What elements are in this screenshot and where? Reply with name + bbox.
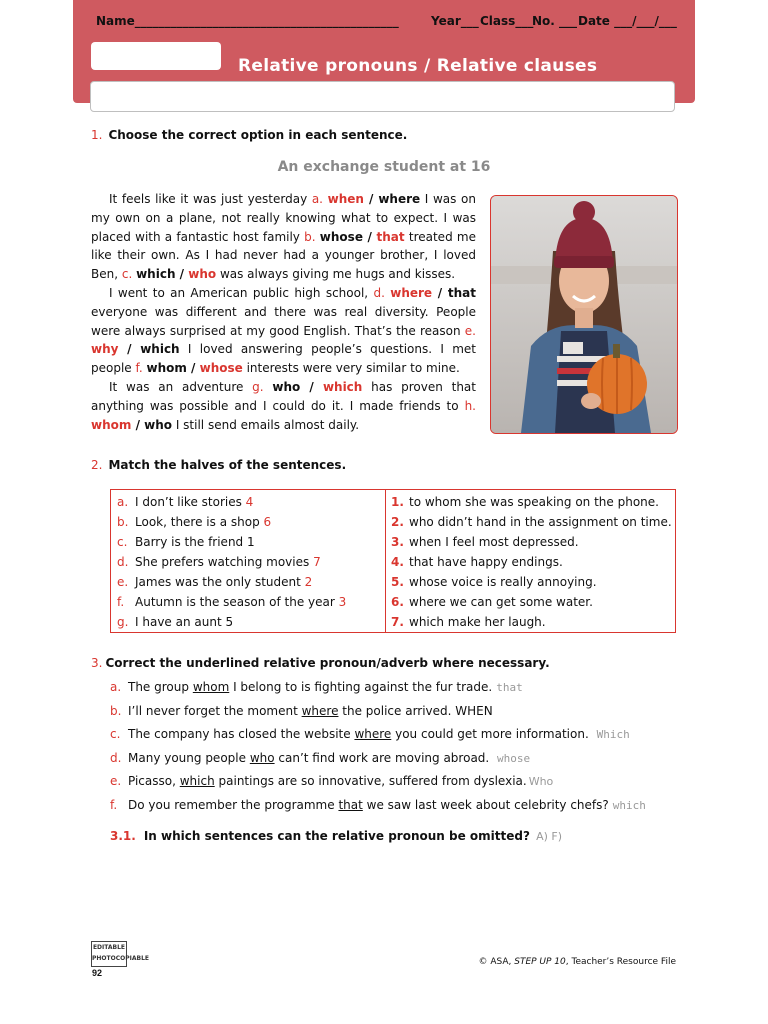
option-text: / [131, 417, 145, 432]
correction-item [110, 727, 630, 741]
answer-option: whom [91, 417, 132, 432]
item-letter: a. [117, 495, 129, 509]
option-text: / [363, 192, 379, 206]
item-text: She prefers watching movies [135, 555, 314, 569]
item-letter: a. [311, 192, 328, 206]
option-text: / [186, 361, 200, 376]
item-text: The group [128, 680, 193, 694]
item-letter: f. [117, 595, 125, 609]
item-letter: c. [117, 535, 128, 549]
item-text: Barry is the friend [135, 535, 247, 549]
option-text: which [136, 267, 176, 282]
story-text-segment: interests were very similar to mine. [242, 361, 460, 376]
option-text: / [175, 267, 189, 282]
item-text: The company has closed the website [128, 727, 355, 741]
handwritten-answer: whose [497, 751, 531, 765]
item-text: which make her laugh. [409, 615, 546, 629]
option-text: / [300, 379, 323, 394]
name-field[interactable]: Name____________________________________________ [96, 14, 399, 28]
answer-option: when [327, 192, 364, 206]
item-letter: f. [135, 361, 147, 376]
item-text: Picasso, [128, 774, 180, 788]
handwritten-answer: A) F) [536, 830, 563, 843]
underlined-pronoun: whom [192, 680, 230, 694]
match-right-item [391, 532, 579, 552]
story-text-segment: I went to an American public high school, [109, 285, 374, 300]
item-letter: d. [110, 750, 122, 765]
item-text: you could get more information. [391, 727, 593, 741]
exercise-instruction: Match the halves of the sentences. [108, 458, 347, 472]
match-left-item [117, 532, 255, 552]
correction-item [110, 704, 493, 718]
match-right-item [391, 552, 563, 572]
match-left-item [117, 592, 346, 612]
item-letter: d. [117, 555, 129, 569]
story-paragraph [91, 378, 476, 434]
item-letter: c. [121, 267, 137, 282]
text-subtitle: An exchange student at 16 [277, 159, 491, 175]
item-number: 7. [391, 615, 404, 629]
item-text: I belong to is fighting against the fur trade. [229, 680, 493, 694]
exercise-instruction: Choose the correct option in each sentence. [108, 128, 408, 142]
item-text: whose voice is really annoying. [409, 575, 597, 589]
item-text: can’t find work are moving abroad. [274, 750, 494, 765]
match-right-item [391, 612, 546, 632]
match-answer: 6 [263, 515, 272, 529]
match-answer: 3 [338, 595, 347, 609]
handwritten-answer: that [496, 681, 523, 694]
item-text: James was the only student [135, 575, 305, 589]
answer-option: whose [199, 361, 243, 376]
option-text: who [144, 417, 173, 432]
item-text: Look, there is a shop [135, 515, 264, 529]
item-text: when I feel most depressed. [409, 535, 579, 549]
item-letter: g. [117, 615, 129, 629]
option-text: which [140, 342, 180, 357]
story-text-segment: has proven that anything was possible and I could do it. I made friends to [91, 379, 476, 413]
story-text-segment: I loved answering people’s questions. I met people [91, 342, 476, 376]
item-letter: b. [304, 229, 320, 244]
underlined-pronoun: which [179, 774, 215, 788]
matching-table [110, 489, 676, 633]
item-letter: b. [110, 703, 122, 718]
option-text: / [118, 342, 141, 357]
story-text-segment: It feels like it was just yesterday [109, 192, 312, 206]
item-text: that have happy endings. [409, 555, 563, 569]
story-text [91, 190, 476, 434]
item-number: 5. [391, 575, 404, 589]
correction-item [110, 774, 553, 788]
page-number: 92 [92, 968, 103, 978]
item-number: 4. [391, 555, 404, 569]
item-letter: h. [464, 398, 476, 413]
item-letter: g. [252, 379, 273, 394]
match-right-item [391, 572, 597, 592]
match-left-item [117, 492, 253, 512]
story-text-segment: I was on my own on a plane, not really knowing what to expect. I was placed with a fantastic host family [91, 192, 476, 244]
header-tab [91, 42, 221, 70]
answer-option: that [376, 229, 405, 244]
underlined-pronoun: that [338, 797, 363, 812]
handwritten-answer: Which [596, 728, 630, 741]
class-field[interactable]: Class___ [480, 14, 534, 28]
story-paragraph [91, 284, 476, 378]
item-text: where we can get some water. [409, 595, 593, 609]
story-text-segment: treated me like their own. As I had never had a younger brother, I loved Ben, [91, 229, 476, 282]
page-title: Relative pronouns / Relative clauses [238, 56, 598, 76]
item-number: 1. [391, 495, 404, 509]
exercise-2-heading [91, 458, 346, 472]
girl-with-pumpkin-image [491, 196, 677, 433]
match-left-item [117, 552, 321, 572]
item-letter: e. [464, 323, 476, 338]
item-text: we saw last week about celebrity chefs? [362, 797, 609, 812]
item-text: I don’t like stories [135, 495, 246, 509]
match-answer: 2 [304, 575, 313, 589]
option-text: who [272, 379, 301, 394]
copyright-footer: © ASA, STEP UP 10, Teacher’s Resource File [478, 957, 676, 967]
match-answer: 4 [245, 495, 254, 509]
option-text: / [432, 285, 448, 300]
item-letter: e. [110, 774, 122, 788]
item-number: 3. [391, 535, 404, 549]
matching-right-column [385, 490, 675, 632]
exercise-number: 3. [91, 656, 103, 670]
option-text: / [362, 229, 377, 244]
story-text-segment: everyone was different and there was real diversity. People were always surprised at my good English. That’s the reason [91, 304, 476, 338]
match-answer: 5 [225, 615, 234, 629]
exercise-3-heading [91, 656, 550, 670]
option-text: that [447, 285, 476, 300]
item-letter: f. [110, 797, 118, 812]
item-text: I’ll never forget the moment [128, 703, 302, 718]
date-field[interactable]: Date ___/___/___ [578, 14, 677, 28]
match-right-item [391, 512, 672, 532]
match-right-item [391, 492, 659, 512]
option-text: where [378, 192, 421, 206]
editable-photocopiable-stamp: EDITABLE PHOTOCOPIABLE [91, 941, 127, 967]
story-text-segment: I still send emails almost daily. [172, 417, 360, 432]
underlined-pronoun: where [354, 727, 392, 741]
item-text: who didn’t hand in the assignment on time. [409, 515, 672, 529]
answer-option: who [188, 267, 217, 282]
exercise-number: 2. [91, 458, 103, 472]
item-letter: a. [110, 680, 122, 694]
item-text: Autumn is the season of the year [135, 595, 339, 609]
correction-item [110, 798, 646, 812]
handwritten-answer: which [612, 798, 646, 812]
year-field[interactable]: Year___ [431, 14, 479, 28]
exercise-number: 1. [91, 128, 103, 142]
answer-option: why [91, 342, 119, 357]
item-text: Do you remember the programme [128, 797, 339, 812]
item-text: Many young people [128, 750, 250, 765]
handwritten-answer: Who [528, 775, 554, 788]
answer-option: which [322, 379, 363, 394]
answer-option: where [390, 285, 433, 300]
match-left-item [117, 572, 312, 592]
item-number: 2. [391, 515, 404, 529]
item-text: I have an aunt [135, 615, 226, 629]
match-right-item [391, 592, 593, 612]
match-answer: 1 [246, 535, 255, 549]
option-text: whom [146, 361, 187, 376]
title-box [90, 81, 675, 112]
story-text-segment: was always giving me hugs and kisses. [216, 267, 456, 282]
story-paragraph [91, 190, 476, 284]
item-text: to whom she was speaking on the phone. [409, 495, 659, 509]
match-left-item [117, 612, 233, 632]
match-answer: 7 [313, 555, 321, 569]
option-text: whose [319, 229, 363, 244]
item-number: 6. [391, 595, 404, 609]
item-letter: e. [117, 575, 129, 589]
exercise-instruction: Correct the underlined relative pronoun/adverb where necessary. [105, 656, 550, 670]
match-left-item [117, 512, 271, 532]
underlined-pronoun: where [301, 703, 339, 718]
number-field[interactable]: No. ___ [532, 14, 578, 28]
story-text-segment: It was an adventure [109, 379, 253, 394]
item-letter: b. [117, 515, 129, 529]
item-text: the police arrived. WHEN [338, 703, 493, 718]
correction-item [110, 680, 523, 694]
item-letter: d. [373, 285, 391, 300]
item-letter: c. [110, 727, 121, 741]
matching-left-column [111, 490, 386, 632]
item-text: paintings are so innovative, suffered from dyslexia. [214, 774, 527, 788]
correction-item [110, 751, 530, 765]
student-photo [490, 195, 678, 434]
underlined-pronoun: who [249, 750, 275, 765]
exercise-3-1-heading: 3.1. In which sentences can the relative pronoun be omitted? A) F) [110, 829, 563, 843]
exercise-1-heading [91, 128, 407, 142]
